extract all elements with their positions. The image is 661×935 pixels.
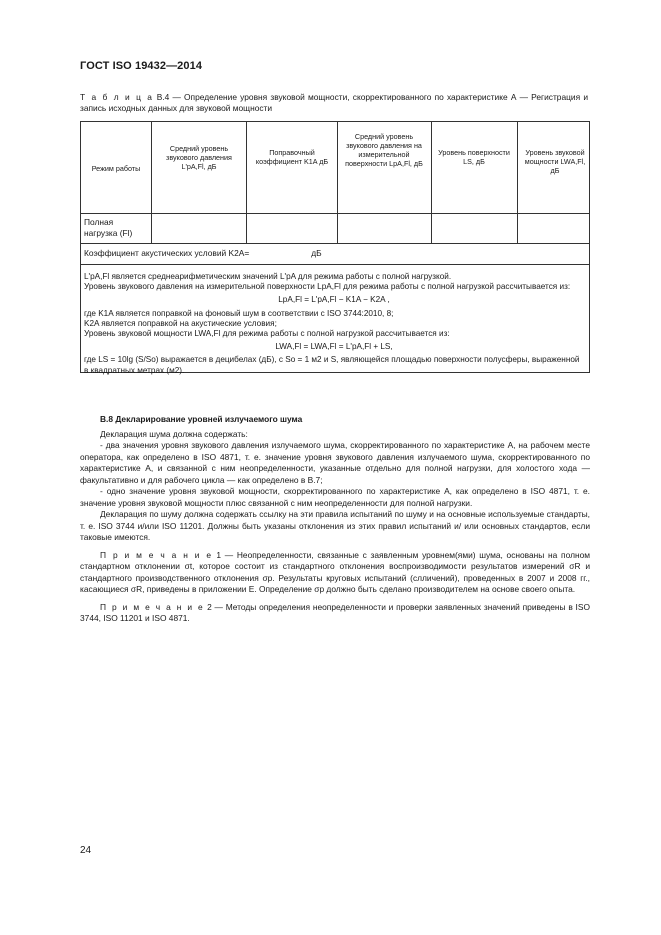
note-line: где K1A является поправкой на фоновый шум в соответствии с ISO 3744:2010, 8; — [84, 308, 394, 318]
column-header: Поправочный коэффициент K1A дБ — [255, 148, 329, 166]
table-divider — [151, 122, 152, 243]
column-header: Средний уровень звукового давления на измерительной поверхности LpA,Fl, дБ — [345, 132, 423, 168]
k2a-unit: дБ — [311, 248, 322, 258]
table-divider — [81, 264, 589, 265]
page-number: 24 — [80, 845, 92, 856]
column-header: Средний уровень звукового давления L'pA,Fl, дБ — [166, 144, 232, 171]
table-caption — [80, 92, 588, 114]
note-1 — [80, 550, 590, 596]
note-line: где LS = 10lg (S/So) выражается в децибелах (дБ), с So = 1 м2 и S, являющейся площадью поверхности полусферы, выраженной в квадратных метрах (м2). — [84, 355, 580, 375]
note-label: П р и м е ч а н и е — [100, 549, 213, 560]
formula: LpA,Fl = L'pA,Fl − K1A − K2A , — [278, 295, 390, 305]
note-line: L'pA,Fl является среднеарифметическим значений L'pA для режима работы с полной нагрузкой. — [84, 272, 452, 281]
note-label: П р и м е ч а н и е — [100, 601, 205, 612]
k2a-text: Коэффициент акустических условий K2A= — [84, 248, 250, 258]
table-divider — [517, 122, 518, 243]
k2a-label — [84, 248, 322, 259]
note-text: 1 — Неопределенности, связанные с заявленным уровнем(ями) шума, основаны на полном стандартном отклонении σt, которое состоит из стандартного отклонения воспроизводимости результатов измерений σR и стандартного производственного отклонения σp. Результаты круговых испытаний (слличений), проведенных в 2007 и 2008 гг., касающиеся σR, приведены в приложении Е. Определение σp должно быть сделано производителем на основе своего опыта. — [80, 549, 590, 594]
note-line: Уровень звукового давления на измерительной поверхности LpA,Fl для режима работы с полной нагрузкой рассчитывается из: — [84, 282, 571, 292]
caption-label: Т а б л и ц а — [80, 92, 154, 102]
paragraph: Декларация шума должна содержать: — [100, 428, 248, 439]
table-divider — [337, 122, 338, 243]
note-line: Уровень звуковой мощности LWA,Fl для режима работы с полной нагрузкой рассчитывается из: — [84, 329, 450, 339]
table-divider — [81, 243, 589, 244]
note-2 — [80, 602, 590, 625]
section-body — [80, 414, 590, 625]
paragraph: - одно значение уровня звуковой мощности, скорректированного по характеристике А, как определено в ISO 4871, т. е. значение уровня звуковой мощности плюс связанной с ним неопределенности для полной нагрузки. — [80, 486, 590, 508]
paragraph: Декларация по шуму должна содержать ссылку на эти правила испытаний по шуму и на основные используемые стандарты, т. е. ISO 3744 и/или ISO 11201. Должны быть указаны отклонения из этих правил испытаний и/ или основных стандартов, если таковые имеются. — [80, 509, 590, 542]
column-header: Уровень звуковой мощности LWA,Fl, дБ — [524, 148, 586, 175]
table-divider — [81, 213, 589, 214]
table-divider — [431, 122, 432, 243]
row-label: Полная нагрузка (Fl) — [84, 217, 133, 238]
note-line: K2A является поправкой на акустические условия; — [84, 318, 277, 328]
document-header: ГОСТ ISO 19432—2014 — [80, 60, 203, 72]
column-header: Режим работы — [91, 164, 141, 173]
column-header: Уровень поверхности LS, дБ — [438, 148, 510, 166]
formula: LWA,Fl = LWA,Fl = L'pA,Fl + LS, — [275, 342, 393, 352]
caption-text: В.4 — Определение уровня звуковой мощности, скорректированного по характеристике А — Регистрация и запись исходных данных для звуковой мощности — [80, 92, 588, 113]
paragraph: - два значения уровня звукового давления излучаемого шума, скорректированного по характеристике А, на рабочем месте оператора, как определено в ISO 4871, т. е. значение уровня звукового давления излучаемого шума, скорректированного по характеристике А, и связанной с ним неопределенности, указанные отдельно для полной нагрузки, для холостого хода — факультативно и для рабочего цикла — как определено в В.7; — [80, 440, 590, 485]
data-table — [80, 121, 590, 373]
section-heading: В.8 Декларирование уровней излучаемого шума — [100, 414, 303, 424]
table-notes — [84, 272, 584, 376]
note-text: 2 — Методы определения неопределенности и проверки заявленных значений приведены в ISO 3744, ISO 11201 и ISO 4871. — [80, 601, 590, 623]
table-divider — [246, 122, 247, 243]
